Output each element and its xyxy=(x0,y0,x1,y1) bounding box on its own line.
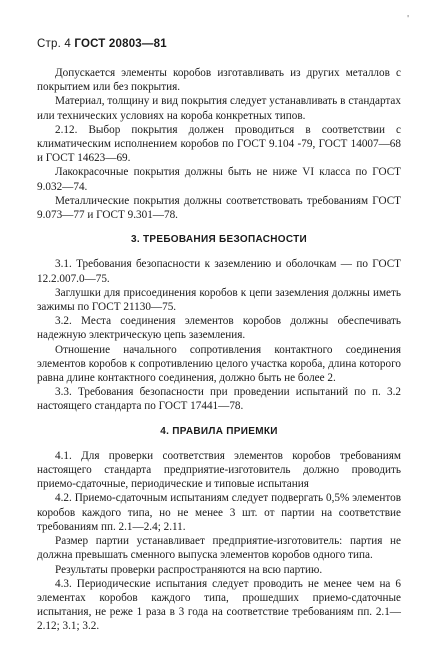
page-header xyxy=(37,38,167,50)
section-heading-acceptance: 4. ПРАВИЛА ПРИЕМКИ xyxy=(160,425,278,437)
paragraph: Отношение начального сопротивления контактного соединения элементов коробов к сопротивлению целого участка короба, длина которого равна длине контактного соединения, должно быть не более 2. xyxy=(37,343,401,385)
paragraph: Заглушки для присоединения коробов к цепи заземления должны иметь зажимы по ГОСТ 21130—75. xyxy=(37,286,401,314)
corner-mark: ' xyxy=(407,14,409,25)
paragraph: Размер партии устанавливает предприятие-изготовитель: партия не должна превышать сменного выпуска элементов коробов одного типа. xyxy=(37,535,401,562)
paragraph: 4.3. Периодические испытания следует проводить не менее чем на 6 элементах коробов каждого типа, прошедших приемо-сдаточные испытания, не реже 1 раза в 3 года на соответствие требованиям пп. 2.1—2.12; 3.1; 3.2. xyxy=(37,577,401,633)
paragraph: Материал, толщину и вид покрытия следует устанавливать в стандартах или технических условиях на короба конкретных типов. xyxy=(37,95,401,122)
paragraph: Допускается элементы коробов изготавливать из других металлов с покрытием или без покрытия. xyxy=(37,67,401,94)
page-number: Стр. 4 xyxy=(37,38,71,50)
paragraph: Металлические покрытия должны соответствовать требованиям ГОСТ 9.073—77 и ГОСТ 9.301—78. xyxy=(37,194,401,222)
paragraph: 3.1. Требования безопасности к заземлению и оболочкам — по ГОСТ 12.2.007.0—75. xyxy=(37,258,401,285)
paragraph: 3.2. Места соединения элементов коробов должны обеспечивать надежную электрическую цепь заземления. xyxy=(37,315,401,342)
section-heading-safety: 3. ТРЕБОВАНИЯ БЕЗОПАСНОСТИ xyxy=(130,234,308,246)
paragraph: 3.3. Требования безопасности при проведении испытаний по п. 3.2 настоящего стандарта по ГОСТ 17441—78. xyxy=(37,386,401,413)
paragraph: Результаты проверки распространяются на всю партию. xyxy=(55,563,323,576)
paragraph: 2.12. Выбор покрытия должен проводиться в соответствии с климатическим исполнением коробов по ГОСТ 9.104 -79, ГОСТ 14007—68 и ГОСТ 14623—69. xyxy=(37,123,401,165)
standard-number: ГОСТ 20803—81 xyxy=(74,38,167,50)
document-body xyxy=(37,66,401,634)
paragraph: 4.2. Приемо-сдаточным испытаниям следует подвергать 0,5% элементов коробов каждого типа, но не менее 3 шт. от партии на соответствие требованиям пп. 2.1—2.4; 2.11. xyxy=(37,492,401,533)
paragraph: Лакокрасочные покрытия должны быть не ниже VI класса по ГОСТ 9.032—74. xyxy=(37,166,401,193)
paragraph: 4.1. Для проверки соответствия элементов коробов требованиям настоящего стандарта предприятие-изготовитель должно проводить приемо-сдаточные, периодические и типовые испытания xyxy=(37,449,401,491)
